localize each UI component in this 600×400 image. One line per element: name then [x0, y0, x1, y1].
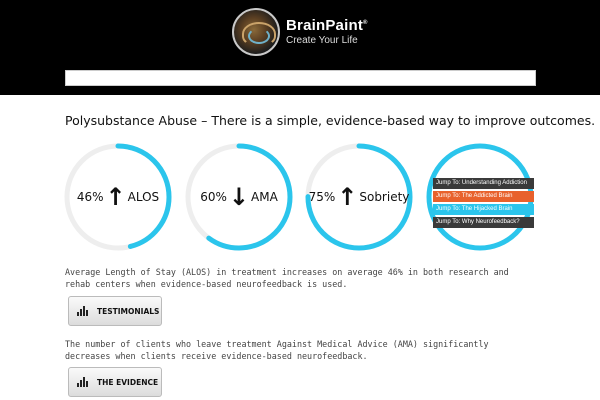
navigation-bar[interactable] [65, 70, 536, 86]
brand-name: BrainPaint® [286, 17, 368, 35]
bar-chart-icon [77, 377, 89, 387]
stat-label: ALOS [127, 190, 160, 204]
stat-circle-ama [184, 142, 294, 252]
stat-circle-alos [63, 142, 173, 252]
evidence-button[interactable] [68, 367, 162, 397]
brand-text [286, 18, 368, 46]
page-headline: Polysubstance Abuse – There is a simple, evidence-based way to improve outcomes. [65, 113, 596, 128]
jump-link-addicted-brain[interactable]: Jump To: The Addicted Brain [433, 191, 534, 202]
alos-paragraph: Average Length of Stay (ALOS) in treatment increases on average 46% in both research and rehab centers when evidence-based neurofeedback is used. [65, 267, 509, 289]
button-label: THE EVIDENCE [97, 377, 159, 387]
brain-logo-icon [232, 8, 280, 56]
brand-tagline: Create Your Life [286, 34, 358, 46]
jump-links [433, 178, 534, 230]
jump-link-why-neurofeedback[interactable]: Jump To: Why Neurofeedback? [433, 217, 534, 228]
testimonials-button[interactable] [68, 296, 162, 326]
stat-circle-sobriety [304, 142, 414, 252]
arrow-down-icon: ↓ [228, 183, 249, 211]
stat-value: 46% [76, 190, 104, 204]
button-label: TESTIMONIALS [97, 306, 160, 316]
arrow-up-icon: ↑ [337, 183, 358, 211]
arrow-up-icon: ↑ [105, 183, 126, 211]
stat-value: 60% [200, 190, 227, 204]
site-header [0, 0, 600, 95]
registered-mark: ® [363, 20, 368, 27]
brand-logo[interactable] [232, 8, 368, 56]
jump-link-understanding-addiction[interactable]: Jump To: Understanding Addiction [433, 178, 534, 189]
stat-label: AMA [251, 190, 278, 204]
jump-link-hijacked-brain[interactable]: Jump To: The Hijacked Brain [433, 204, 534, 215]
stat-value: 75% [308, 190, 336, 204]
stat-label: Sobriety [359, 190, 410, 204]
bar-chart-icon [77, 306, 89, 316]
ama-paragraph: The number of clients who leave treatment Against Medical Advice (AMA) significantly decreases when clients receive evidence-based neurofeedback. [65, 339, 489, 361]
